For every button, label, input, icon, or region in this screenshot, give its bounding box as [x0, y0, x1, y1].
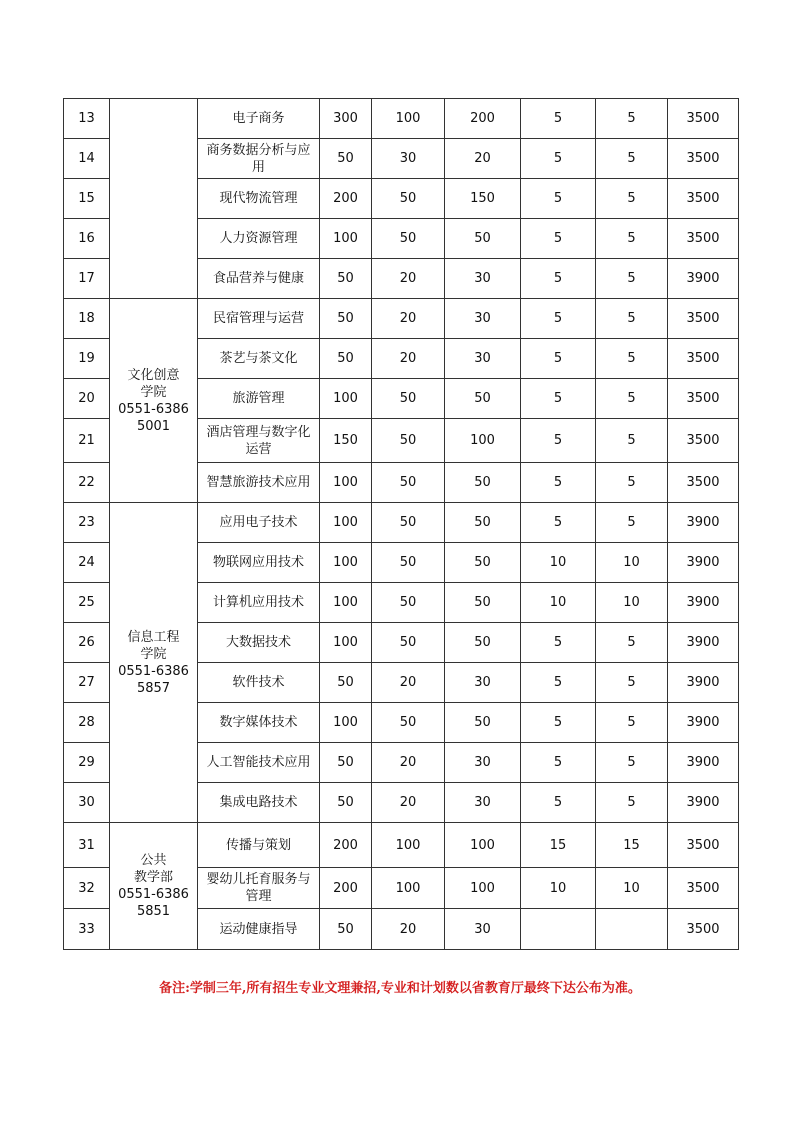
row-number: 15	[64, 179, 110, 219]
plan-count-c3: 30	[445, 299, 521, 339]
plan-count-c4: 5	[521, 179, 596, 219]
plan-count-c1: 100	[320, 463, 372, 503]
plan-count-c4: 5	[521, 379, 596, 419]
plan-count-c2: 20	[372, 743, 445, 783]
plan-count-c3: 50	[445, 219, 521, 259]
major-name: 商务数据分析与应用	[198, 139, 320, 179]
plan-count-c4: 5	[521, 703, 596, 743]
plan-count-c4: 5	[521, 503, 596, 543]
plan-count-c4: 5	[521, 339, 596, 379]
plan-count-c3: 50	[445, 623, 521, 663]
plan-count-c3: 20	[445, 139, 521, 179]
plan-count-c4	[521, 909, 596, 950]
plan-count-c4: 5	[521, 219, 596, 259]
plan-count-c5: 5	[596, 339, 668, 379]
tuition-fee: 3500	[668, 823, 739, 868]
college-line: 0551-6386	[118, 401, 189, 417]
plan-count-c5: 5	[596, 219, 668, 259]
plan-count-c3: 50	[445, 463, 521, 503]
plan-count-c2: 50	[372, 379, 445, 419]
college-line: 学院	[140, 384, 167, 400]
plan-count-c2: 20	[372, 339, 445, 379]
plan-count-c2: 30	[372, 139, 445, 179]
college-cell	[110, 99, 198, 299]
college-line: 公共	[140, 853, 167, 868]
major-name: 人工智能技术应用	[198, 743, 320, 783]
row-number: 33	[64, 909, 110, 950]
table-row	[64, 99, 739, 139]
plan-count-c1: 200	[320, 179, 372, 219]
plan-count-c5: 5	[596, 743, 668, 783]
plan-count-c5: 5	[596, 783, 668, 823]
row-number: 23	[64, 503, 110, 543]
plan-count-c4: 10	[521, 543, 596, 583]
college-line: 5857	[136, 680, 171, 696]
tuition-fee: 3900	[668, 783, 739, 823]
plan-count-c5: 10	[596, 583, 668, 623]
plan-count-c2: 20	[372, 259, 445, 299]
row-number: 14	[64, 139, 110, 179]
plan-count-c2: 20	[372, 299, 445, 339]
plan-count-c1: 100	[320, 543, 372, 583]
plan-count-c2: 50	[372, 419, 445, 463]
table-body	[64, 99, 739, 950]
major-name: 智慧旅游技术应用	[198, 463, 320, 503]
plan-count-c5: 5	[596, 623, 668, 663]
tuition-fee: 3500	[668, 379, 739, 419]
plan-count-c2: 50	[372, 583, 445, 623]
plan-count-c1: 300	[320, 99, 372, 139]
plan-count-c5: 5	[596, 419, 668, 463]
footnote: 备注:学制三年,所有招生专业文理兼招,专业和计划数以省教育厅最终下达公布为准。	[159, 981, 641, 996]
plan-count-c3: 50	[445, 703, 521, 743]
major-name: 集成电路技术	[198, 783, 320, 823]
enrollment-plan-table	[63, 98, 739, 950]
plan-count-c4: 5	[521, 663, 596, 703]
plan-count-c4: 5	[521, 99, 596, 139]
college-line: 0551-6386	[118, 663, 189, 679]
college-cell	[110, 823, 198, 950]
major-name: 旅游管理	[198, 379, 320, 419]
plan-count-c5: 5	[596, 503, 668, 543]
plan-count-c1: 50	[320, 909, 372, 950]
college-line: 0551-6386	[118, 887, 189, 902]
plan-count-c3: 30	[445, 259, 521, 299]
plan-count-c4: 10	[521, 583, 596, 623]
plan-count-c4: 15	[521, 823, 596, 868]
tuition-fee: 3500	[668, 139, 739, 179]
tuition-fee: 3500	[668, 909, 739, 950]
plan-count-c4: 5	[521, 299, 596, 339]
tuition-fee: 3500	[668, 868, 739, 909]
plan-count-c1: 200	[320, 868, 372, 909]
major-name: 食品营养与健康	[198, 259, 320, 299]
plan-count-c5: 10	[596, 543, 668, 583]
plan-count-c2: 50	[372, 703, 445, 743]
major-name: 物联网应用技术	[198, 543, 320, 583]
plan-count-c2: 100	[372, 823, 445, 868]
tuition-fee: 3900	[668, 663, 739, 703]
plan-count-c5: 5	[596, 379, 668, 419]
major-name: 传播与策划	[198, 823, 320, 868]
tuition-fee: 3900	[668, 703, 739, 743]
plan-count-c5	[596, 909, 668, 950]
plan-count-c5: 5	[596, 463, 668, 503]
plan-count-c3: 30	[445, 783, 521, 823]
major-name: 计算机应用技术	[198, 583, 320, 623]
college-line: 5851	[136, 904, 171, 919]
row-number: 19	[64, 339, 110, 379]
plan-count-c5: 5	[596, 663, 668, 703]
plan-count-c4: 5	[521, 623, 596, 663]
plan-count-c1: 100	[320, 623, 372, 663]
plan-count-c4: 5	[521, 259, 596, 299]
plan-count-c1: 50	[320, 663, 372, 703]
plan-count-c1: 150	[320, 419, 372, 463]
plan-count-c2: 50	[372, 219, 445, 259]
plan-count-c2: 50	[372, 179, 445, 219]
plan-count-c1: 100	[320, 503, 372, 543]
row-number: 25	[64, 583, 110, 623]
major-name: 运动健康指导	[198, 909, 320, 950]
plan-count-c5: 5	[596, 703, 668, 743]
tuition-fee: 3500	[668, 463, 739, 503]
tuition-fee: 3900	[668, 259, 739, 299]
table-row	[64, 299, 739, 339]
row-number: 24	[64, 543, 110, 583]
plan-count-c3: 50	[445, 503, 521, 543]
plan-count-c1: 50	[320, 259, 372, 299]
plan-count-c1: 100	[320, 583, 372, 623]
row-number: 27	[64, 663, 110, 703]
plan-count-c5: 5	[596, 139, 668, 179]
tuition-fee: 3500	[668, 339, 739, 379]
row-number: 30	[64, 783, 110, 823]
plan-count-c5: 5	[596, 259, 668, 299]
plan-count-c2: 100	[372, 868, 445, 909]
plan-count-c2: 20	[372, 783, 445, 823]
plan-count-c3: 150	[445, 179, 521, 219]
row-number: 18	[64, 299, 110, 339]
row-number: 32	[64, 868, 110, 909]
tuition-fee: 3900	[668, 503, 739, 543]
tuition-fee: 3900	[668, 623, 739, 663]
tuition-fee: 3500	[668, 419, 739, 463]
plan-count-c3: 50	[445, 583, 521, 623]
plan-count-c2: 50	[372, 503, 445, 543]
plan-count-c5: 10	[596, 868, 668, 909]
plan-count-c3: 50	[445, 379, 521, 419]
row-number: 31	[64, 823, 110, 868]
tuition-fee: 3900	[668, 583, 739, 623]
college-line: 信息工程	[127, 629, 180, 645]
plan-count-c1: 50	[320, 339, 372, 379]
table-row	[64, 823, 739, 868]
college-line: 文化创意	[127, 367, 180, 383]
tuition-fee: 3500	[668, 219, 739, 259]
plan-count-c3: 200	[445, 99, 521, 139]
plan-count-c3: 30	[445, 743, 521, 783]
plan-count-c2: 50	[372, 623, 445, 663]
plan-count-c2: 100	[372, 99, 445, 139]
plan-count-c1: 200	[320, 823, 372, 868]
college-line: 5001	[136, 418, 171, 434]
major-name: 婴幼儿托育服务与管理	[198, 868, 320, 909]
tuition-fee: 3500	[668, 299, 739, 339]
plan-count-c4: 5	[521, 463, 596, 503]
major-name: 大数据技术	[198, 623, 320, 663]
plan-count-c1: 100	[320, 703, 372, 743]
plan-count-c3: 100	[445, 419, 521, 463]
major-name: 数字媒体技术	[198, 703, 320, 743]
major-name: 现代物流管理	[198, 179, 320, 219]
plan-count-c4: 5	[521, 743, 596, 783]
major-name: 酒店管理与数字化运营	[198, 419, 320, 463]
table-row	[64, 503, 739, 543]
major-name: 应用电子技术	[198, 503, 320, 543]
plan-count-c4: 5	[521, 419, 596, 463]
row-number: 20	[64, 379, 110, 419]
major-name: 茶艺与茶文化	[198, 339, 320, 379]
plan-count-c2: 20	[372, 663, 445, 703]
row-number: 17	[64, 259, 110, 299]
row-number: 29	[64, 743, 110, 783]
plan-count-c5: 5	[596, 299, 668, 339]
plan-count-c1: 100	[320, 219, 372, 259]
plan-count-c2: 50	[372, 543, 445, 583]
tuition-fee: 3500	[668, 179, 739, 219]
college-cell	[110, 299, 198, 503]
row-number: 22	[64, 463, 110, 503]
plan-count-c2: 20	[372, 909, 445, 950]
plan-count-c3: 30	[445, 339, 521, 379]
college-cell	[110, 503, 198, 823]
plan-count-c3: 100	[445, 823, 521, 868]
plan-count-c3: 50	[445, 543, 521, 583]
tuition-fee: 3900	[668, 543, 739, 583]
plan-count-c4: 5	[521, 783, 596, 823]
row-number: 21	[64, 419, 110, 463]
row-number: 26	[64, 623, 110, 663]
plan-count-c2: 50	[372, 463, 445, 503]
tuition-fee: 3900	[668, 743, 739, 783]
major-name: 电子商务	[198, 99, 320, 139]
plan-count-c1: 50	[320, 743, 372, 783]
plan-count-c1: 50	[320, 299, 372, 339]
plan-count-c1: 50	[320, 139, 372, 179]
plan-count-c4: 10	[521, 868, 596, 909]
plan-count-c5: 5	[596, 179, 668, 219]
plan-count-c4: 5	[521, 139, 596, 179]
college-line: 教学部	[133, 870, 173, 885]
plan-count-c5: 15	[596, 823, 668, 868]
major-name: 人力资源管理	[198, 219, 320, 259]
college-line: 学院	[140, 646, 167, 662]
row-number: 16	[64, 219, 110, 259]
row-number: 28	[64, 703, 110, 743]
row-number: 13	[64, 99, 110, 139]
plan-count-c1: 100	[320, 379, 372, 419]
plan-count-c1: 50	[320, 783, 372, 823]
plan-count-c3: 100	[445, 868, 521, 909]
tuition-fee: 3500	[668, 99, 739, 139]
plan-count-c3: 30	[445, 909, 521, 950]
major-name: 民宿管理与运营	[198, 299, 320, 339]
plan-count-c5: 5	[596, 99, 668, 139]
plan-count-c3: 30	[445, 663, 521, 703]
major-name: 软件技术	[198, 663, 320, 703]
